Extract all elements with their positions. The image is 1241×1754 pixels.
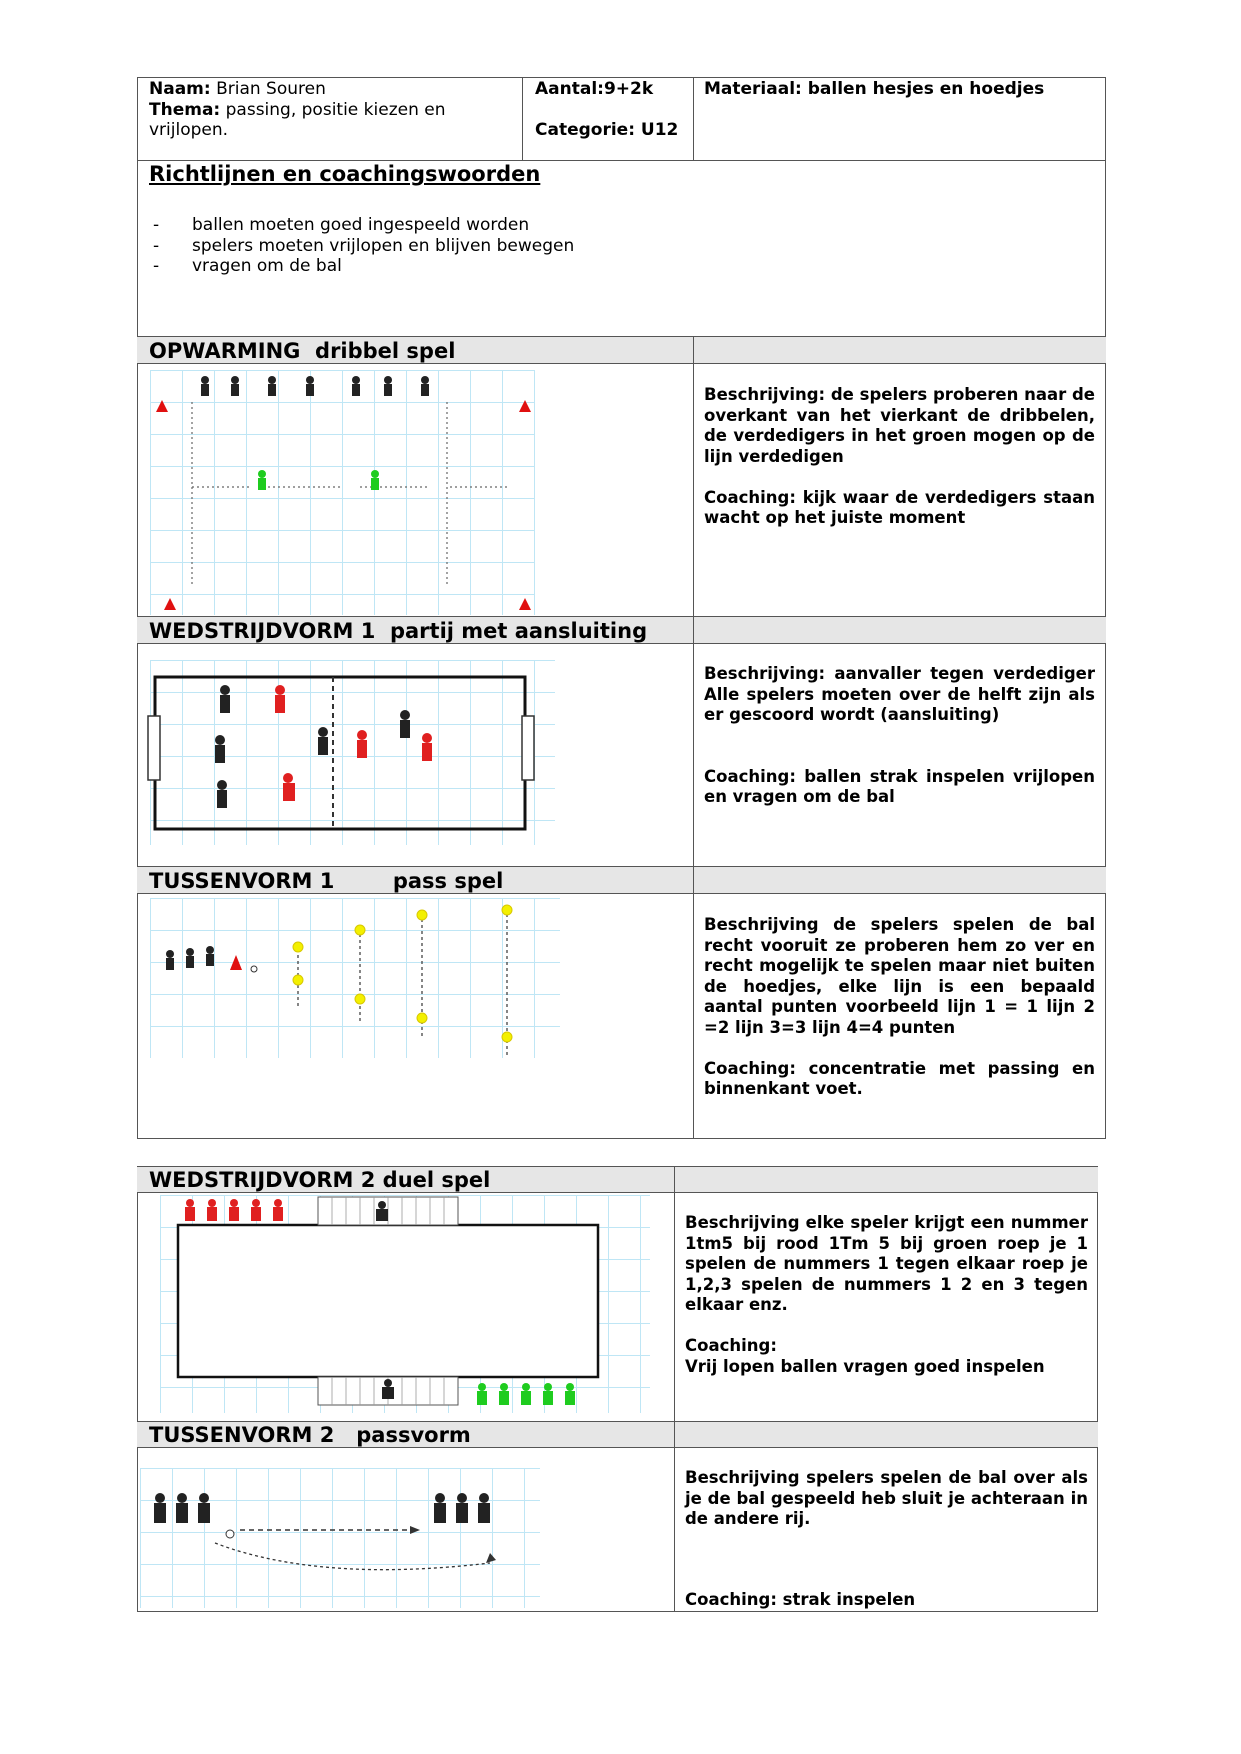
section-title-wedstrijdvorm-2: WEDSTRIJDVORM 2 duel spel — [149, 1168, 491, 1192]
player-icon — [185, 1199, 283, 1221]
wedstrijdvorm-1-drawing — [150, 660, 555, 845]
column-divider — [674, 1166, 675, 1612]
list-item: - ballen moeten goed ingespeeld worden — [153, 215, 530, 235]
opwarming-drawing — [150, 370, 535, 615]
description-text: Beschrijving: de spelers proberen naar de overkant van het vierkant de dribbelen, de verdedigers in het groen mogen op de lijn verdedigen — [704, 385, 1095, 466]
list-item: - vragen om de bal — [153, 256, 342, 276]
description-text: Beschrijving spelers spelen de bal over als je de bal gespeeld heb sluit je achteraan in de andere rij. — [685, 1468, 1088, 1528]
player-icon — [154, 1493, 490, 1523]
description-opwarming — [704, 385, 1095, 529]
description-wedstrijdvorm-2 — [685, 1213, 1088, 1377]
player-icon — [201, 376, 429, 396]
thema-value: passing, positie kiezen en vrijlopen. — [149, 99, 446, 140]
ball-icon — [251, 966, 257, 972]
description-text: Beschrijving elke speler krijgt een nummer 1tm5 bij rood 1Tm 5 bij groen roep je 1 spelen de nummers 1 tegen elkaar roep je 1,2,3 spelen de nummers 1 2 en 3 tegen elkaar enz. — [685, 1213, 1088, 1314]
divider — [137, 160, 1106, 161]
player-icon — [215, 685, 410, 808]
player-icon — [275, 685, 432, 801]
coaching-text: Coaching: ballen strak inspelen vrijlopen en vragen om de bal — [704, 766, 1095, 806]
coaching-text: Coaching: concentratie met passing en binnenkant voet. — [704, 1058, 1095, 1098]
description-text: Beschrijving de spelers spelen de bal recht vooruit ze proberen hem zo ver en recht mogelijk te spelen maar niet buiten de hoedjes, elke lijn is een bepaald aantal punten voorbeeld lijn 1 = 1 lijn 2 =2 lijn 3=3 lijn 4=4 punten — [704, 915, 1095, 1037]
coaching-text: Coaching: kijk waar de verdedigers staan wacht op het juiste moment — [704, 487, 1095, 527]
naam-label: Naam: — [149, 79, 211, 99]
ball-icon — [226, 1530, 234, 1538]
divider — [693, 77, 694, 160]
tussenvorm-1-drawing — [150, 898, 560, 1058]
section-title-wedstrijdvorm-1: WEDSTRIJDVORM 1 partij met aansluiting — [149, 619, 648, 643]
cone-icon — [230, 955, 242, 970]
divider — [522, 77, 523, 160]
aantal: Aantal:9+2k — [535, 79, 654, 99]
section-title-opwarming: OPWARMING dribbel spel — [149, 339, 456, 363]
description-wedstrijdvorm-1 — [704, 664, 1095, 808]
richtlijnen-list — [153, 215, 753, 277]
coaching-text: Vrij lopen ballen vragen goed inspelen — [685, 1356, 1045, 1376]
column-divider — [693, 336, 694, 1139]
wedstrijdvorm-2-drawing — [160, 1195, 650, 1413]
marker-icon — [293, 905, 512, 1042]
section-title-tussenvorm-1: TUSSENVORM 1 pass spel — [149, 869, 504, 893]
thema-label: Thema: — [149, 99, 221, 120]
categorie: Categorie: U12 — [535, 120, 679, 140]
richtlijnen-title: Richtlijnen en coachingswoorden — [149, 162, 541, 186]
player-icon — [166, 946, 214, 970]
player-icon — [477, 1383, 575, 1405]
description-text: Beschrijving: aanvaller tegen verdediger Alle spelers moeten over de helft zijn als er gescoord wordt (aansluiting) — [704, 664, 1095, 724]
coaching-label: Coaching: — [685, 1336, 777, 1355]
coaching-tussenvorm-2: Coaching: strak inspelen — [685, 1590, 916, 1609]
header-naam-thema — [149, 79, 509, 141]
cone-icon — [156, 400, 531, 610]
goal-icon — [148, 716, 534, 780]
section-title-tussenvorm-2: TUSSENVORM 2 passvorm — [149, 1423, 471, 1447]
list-item: - spelers moeten vrijlopen en blijven bewegen — [153, 235, 575, 256]
description-tussenvorm-1 — [704, 915, 1095, 1100]
description-tussenvorm-2 — [685, 1468, 1088, 1530]
materiaal: Materiaal: ballen hesjes en hoedjes — [704, 79, 1045, 99]
tussenvorm-2-drawing — [140, 1468, 540, 1608]
naam-value: Brian Souren — [210, 79, 326, 99]
